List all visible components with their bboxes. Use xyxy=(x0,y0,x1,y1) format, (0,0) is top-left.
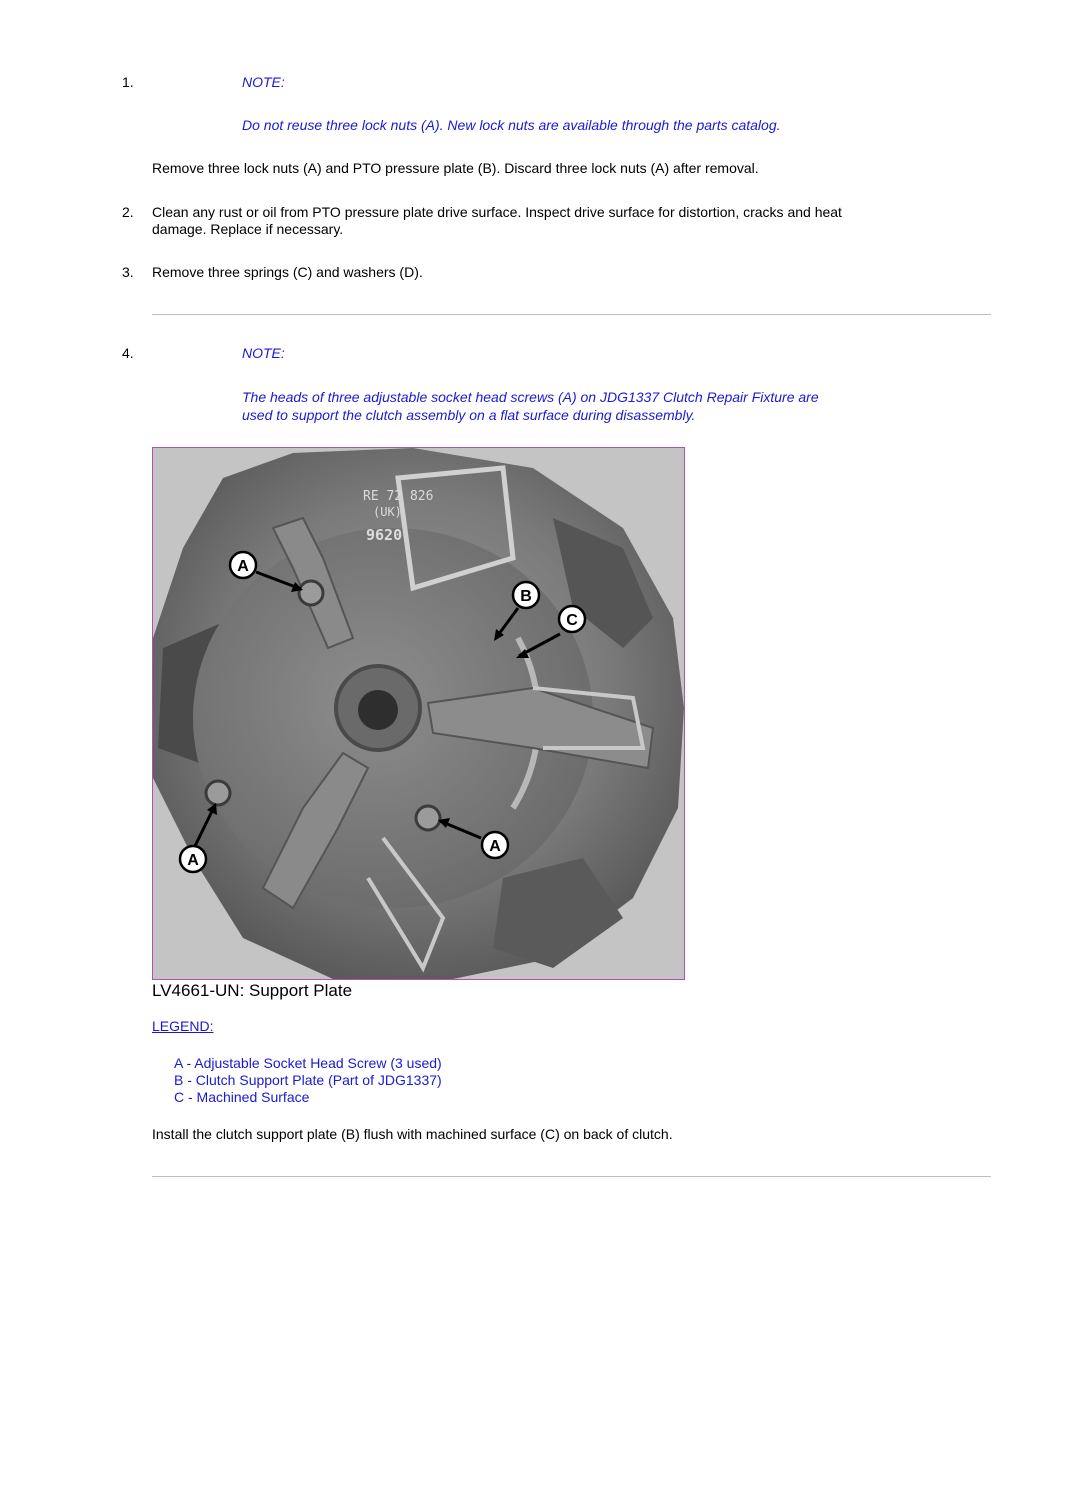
step-4-note-line-2: used to support the clutch assembly on a flat surface during disassembly. xyxy=(242,407,696,423)
step-1-note-label: NOTE: xyxy=(242,74,285,90)
step-2-text-line-2: damage. Replace if necessary. xyxy=(152,221,344,237)
part-marking-line-1: RE 72 826 xyxy=(363,489,434,504)
part-marking-line-2: (UK) xyxy=(373,505,402,519)
socket-head-screw-1 xyxy=(299,581,323,605)
part-marking-line-3: 9620 xyxy=(366,526,403,544)
callout-a-bottom-left xyxy=(180,846,206,872)
callout-b-label: B xyxy=(520,588,532,605)
legend-item-a: A - Adjustable Socket Head Screw (3 used) xyxy=(174,1055,442,1071)
step-4-text: Install the clutch support plate (B) flush with machined surface (C) on back of clutch. xyxy=(152,1126,673,1142)
callout-a-bottom-right xyxy=(482,832,508,858)
clutch-photo-illustration xyxy=(153,448,684,979)
step-4-number: 4. xyxy=(122,345,134,361)
figure-caption: LV4661-UN: Support Plate xyxy=(152,981,353,1000)
step-3-number: 3. xyxy=(122,264,134,280)
callout-a-bottom-left-label: A xyxy=(187,852,199,869)
step-1-note-text: Do not reuse three lock nuts (A). New lock nuts are available through the parts catalog. xyxy=(242,117,781,133)
callout-a-top xyxy=(230,552,256,578)
center-hub-bore xyxy=(358,690,398,730)
step-1-text: Remove three lock nuts (A) and PTO pressure plate (B). Discard three lock nuts (A) after removal. xyxy=(152,160,759,176)
legend-list xyxy=(174,1055,442,1106)
callout-c xyxy=(559,606,585,632)
legend-item-b: B - Clutch Support Plate (Part of JDG1337) xyxy=(174,1072,442,1088)
socket-head-screw-3 xyxy=(416,806,440,830)
callout-a-bottom-right-label: A xyxy=(489,838,501,855)
callout-c-label: C xyxy=(566,612,578,629)
socket-head-screw-2 xyxy=(206,781,230,805)
legend-link[interactable]: LEGEND: xyxy=(152,1018,214,1034)
clutch-support-plate-figure xyxy=(152,447,685,980)
step-4-note-line-1: The heads of three adjustable socket head screws (A) on JDG1337 Clutch Repair Fixture are xyxy=(242,389,819,405)
divider-2 xyxy=(152,1176,991,1177)
divider-1 xyxy=(152,314,991,315)
step-2-number: 2. xyxy=(122,204,134,220)
step-4-note-label: NOTE: xyxy=(242,345,285,361)
step-3-text: Remove three springs (C) and washers (D). xyxy=(152,264,423,280)
callout-b xyxy=(513,582,539,608)
callout-a-top-label: A xyxy=(237,558,249,575)
step-1-number: 1. xyxy=(122,74,134,90)
step-2-text-line-1: Clean any rust or oil from PTO pressure plate drive surface. Inspect drive surface for distortion, cracks and heat xyxy=(152,204,842,220)
legend-item-c: C - Machined Surface xyxy=(174,1089,310,1105)
